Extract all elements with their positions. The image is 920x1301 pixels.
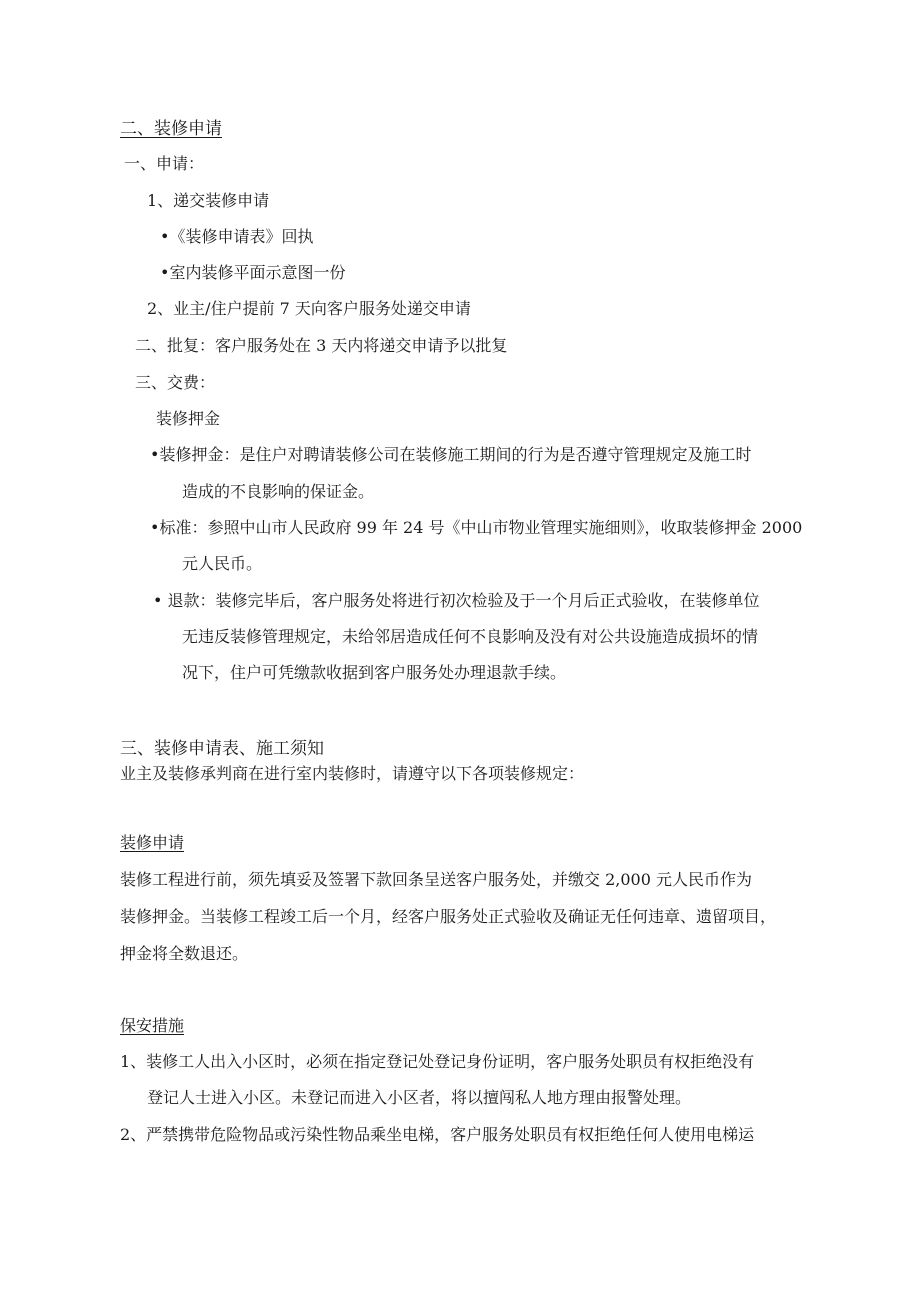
application-line2: 装修押金。当装修工程竣工后一个月，经客户服务处正式验收及确证无任何违章、遗留项目， [120, 907, 777, 926]
section-three-title: 三、装修申请表、施工须知 [120, 739, 324, 759]
application-heading: 装修申请 [120, 833, 185, 852]
standard-line1: •标准：参照中山市人民政府 99 年 24 号《中山市物业管理实施细则》，收取装修押金 2000 [150, 518, 803, 537]
apply-step-2: 2、业主/住户提前 7 天向客户服务处递交申请 [147, 299, 471, 318]
standard-line2: 元人民币。 [182, 554, 263, 573]
apply-heading: 一、申请： [124, 154, 205, 173]
refund-line1: • 退款：装修完毕后，客户服务处将进行初次检验及于一个月后正式验收，在装修单位 [153, 591, 760, 610]
deposit-definition-line2: 造成的不良影响的保证金。 [182, 482, 375, 501]
application-line3: 押金将全数退还。 [120, 944, 249, 963]
bullet-application-form: •《装修申请表》回执 [160, 227, 314, 246]
security-item1-line2: 登记人士进入小区。未登记而进入小区者，将以擅闯私人地方理由报警处理。 [147, 1088, 692, 1107]
security-heading: 保安措施 [120, 1016, 185, 1035]
refund-line2: 无违反装修管理规定，未给邻居造成任何不良影响及没有对公共设施造成损坏的情 [182, 627, 759, 646]
application-line1: 装修工程进行前，须先填妥及签署下款回条呈送客户服务处，并缴交 2,000 元人民币作为 [120, 870, 752, 889]
bullet-floor-plan: •室内装修平面示意图一份 [160, 263, 346, 282]
security-item2-line1: 2、严禁携带危险物品或污染性物品乘坐电梯，客户服务处职员有权拒绝任何人使用电梯运 [120, 1125, 755, 1144]
approval-line: 二、批复：客户服务处在 3 天内将递交申请予以批复 [135, 336, 508, 355]
security-item1-line1: 1、装修工人出入小区时，必须在指定登记处登记身份证明，客户服务处职员有权拒绝没有 [120, 1052, 755, 1071]
section-two-title: 二、装修申请 [120, 119, 222, 139]
deposit-title: 装修押金 [156, 409, 221, 428]
deposit-definition-line1: •装修押金：是住户对聘请装修公司在装修施工期间的行为是否遵守管理规定及施工时 [150, 445, 752, 464]
apply-step-1: 1、递交装修申请 [147, 191, 270, 210]
refund-line3: 况下，住户可凭缴款收据到客户服务处办理退款手续。 [182, 663, 567, 682]
section-three-intro: 业主及装修承判商在进行室内装修时，请遵守以下各项装修规定： [120, 764, 585, 783]
fees-heading: 三、交费： [135, 373, 216, 392]
